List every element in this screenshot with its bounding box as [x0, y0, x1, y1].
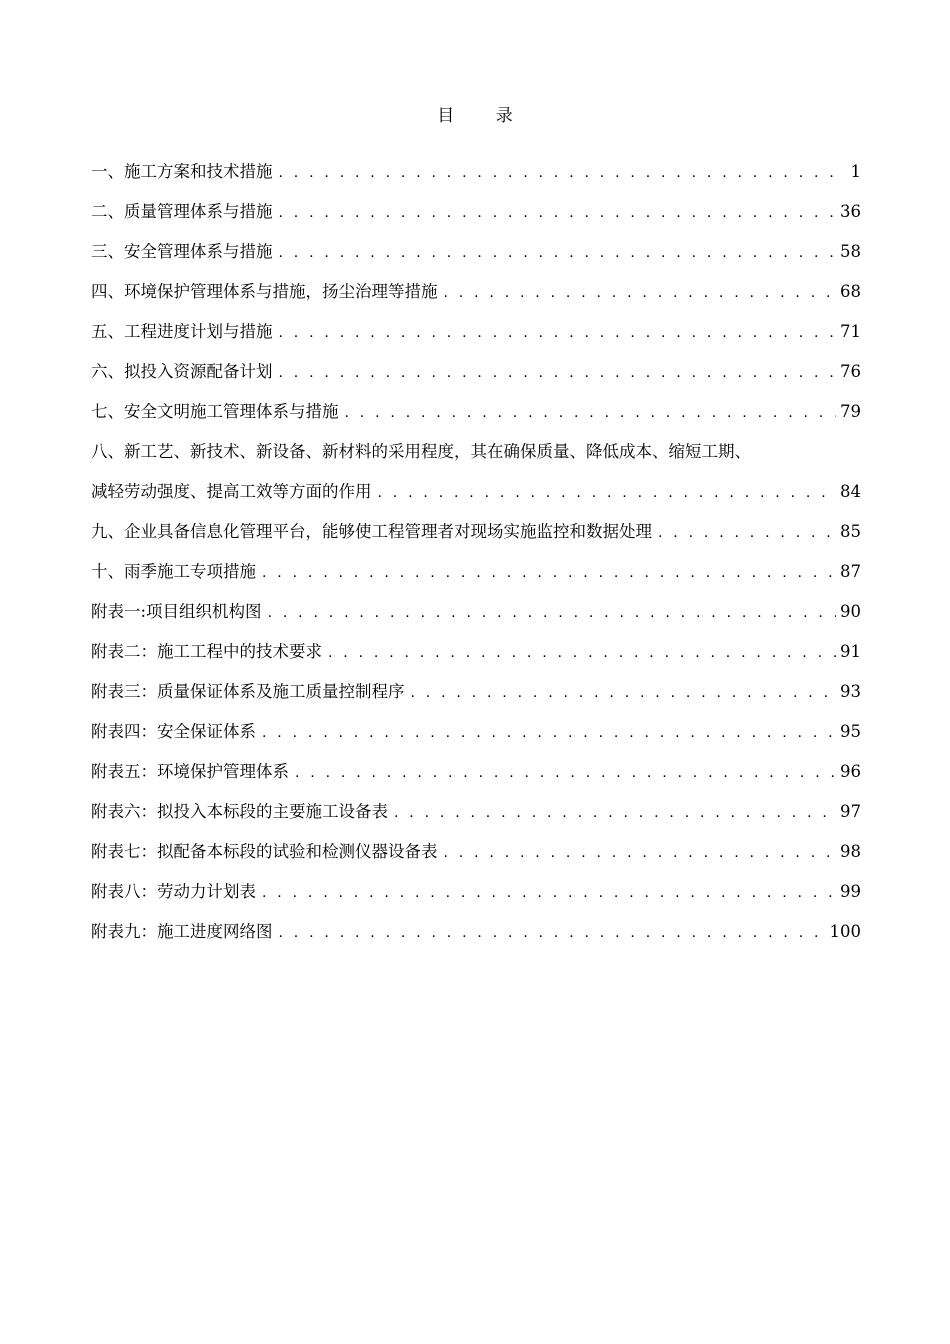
toc-entry-page: 97 — [840, 802, 861, 821]
toc-entry-label: 一、施工方案和技术措施 — [91, 162, 273, 181]
dot-leader — [279, 362, 837, 384]
toc-entry-page: 36 — [840, 202, 861, 221]
toc-entry — [91, 504, 861, 544]
toc-entry-page: 58 — [840, 242, 861, 261]
dot-leader — [378, 482, 837, 504]
dot-leader — [262, 562, 836, 584]
dot-leader — [345, 402, 837, 424]
toc-entry-page: 99 — [840, 882, 861, 901]
toc-entry-label: 附表八：劳动力计划表 — [91, 882, 256, 901]
dot-leader — [295, 762, 836, 784]
toc-entry-label: 二、质量管理体系与措施 — [91, 202, 273, 221]
toc-entry-label: 附表六：拟投入本标段的主要施工设备表 — [91, 802, 388, 821]
toc-entry-page: 87 — [840, 562, 861, 581]
toc-entry — [91, 184, 861, 224]
toc-entry-label: 附表二：施工工程中的技术要求 — [91, 642, 322, 661]
dot-leader — [279, 242, 837, 264]
dot-leader — [328, 642, 836, 664]
toc-entry — [91, 544, 861, 584]
toc-entry-label: 减轻劳动强度、提高工效等方面的作用 — [91, 482, 372, 501]
toc-entry — [91, 824, 861, 864]
toc-entry-first-line — [91, 424, 861, 464]
toc-entry-page: 84 — [840, 482, 861, 501]
dot-leader — [262, 722, 836, 744]
toc-entry — [91, 864, 861, 904]
toc-entry-label: 九、企业具备信息化管理平台，能够使工程管理者对现场实施监控和数据处理 — [91, 522, 652, 541]
dot-leader — [444, 282, 837, 304]
toc-entry-label: 七、安全文明施工管理体系与措施 — [91, 402, 339, 421]
toc-entry-label: 十、雨季施工专项措施 — [91, 562, 256, 581]
toc-entry-label: 附表九：施工进度网络图 — [91, 922, 273, 941]
toc-entry-page: 100 — [829, 922, 861, 941]
toc-entry-page: 68 — [840, 282, 861, 301]
toc-entry-label: 附表三：质量保证体系及施工质量控制程序 — [91, 682, 405, 701]
toc-entry — [91, 704, 861, 744]
toc-entry — [91, 744, 861, 784]
toc-entry-label: 八、新工艺、新技术、新设备、新材料的采用程度，其在确保质量、降低成本、缩短工期、 — [91, 442, 751, 461]
toc-entry-page: 91 — [840, 642, 861, 661]
toc-entry-label: 附表五：环境保护管理体系 — [91, 762, 289, 781]
toc-entry — [91, 224, 861, 264]
toc-entry — [91, 264, 861, 304]
toc-entry — [91, 344, 861, 384]
dot-leader — [411, 682, 837, 704]
toc-entry — [91, 304, 861, 344]
toc-entry-page: 1 — [850, 162, 861, 181]
toc-entry-label: 四、环境保护管理体系与措施，扬尘治理等措施 — [91, 282, 438, 301]
toc-entry — [91, 384, 861, 424]
toc-entry — [91, 584, 861, 624]
toc-entry-page: 95 — [840, 722, 861, 741]
toc-entry-page: 96 — [840, 762, 861, 781]
dot-leader — [262, 882, 836, 904]
toc-entry-label: 附表一:项目组织机构图 — [91, 602, 262, 621]
toc-entry — [91, 464, 861, 504]
toc-entry-page: 85 — [840, 522, 861, 541]
toc-entry-page: 98 — [840, 842, 861, 861]
dot-leader — [279, 162, 840, 184]
dot-leader — [279, 202, 837, 224]
toc-entry-page: 71 — [840, 322, 861, 341]
toc-entry — [91, 664, 861, 704]
dot-leader — [279, 922, 826, 944]
toc-entry-label: 附表七：拟配备本标段的试验和检测仪器设备表 — [91, 842, 438, 861]
toc-entry — [91, 784, 861, 824]
dot-leader — [444, 842, 837, 864]
dot-leader — [279, 322, 837, 344]
dot-leader — [268, 602, 836, 624]
toc-list — [91, 144, 861, 944]
toc-entry-page: 93 — [840, 682, 861, 701]
toc-entry-label: 六、拟投入资源配备计划 — [91, 362, 273, 381]
dot-leader — [658, 522, 836, 544]
toc-entry-page: 76 — [840, 362, 861, 381]
toc-entry — [91, 144, 861, 184]
toc-entry-label: 附表四：安全保证体系 — [91, 722, 256, 741]
toc-entry-page: 90 — [840, 602, 861, 621]
toc-entry — [91, 904, 861, 944]
dot-leader — [394, 802, 836, 824]
toc-entry-label: 五、工程进度计划与措施 — [91, 322, 273, 341]
toc-title: 目 录 — [437, 106, 531, 126]
toc-entry-label: 三、安全管理体系与措施 — [91, 242, 273, 261]
toc-entry — [91, 624, 861, 664]
toc-entry-page: 79 — [840, 402, 861, 421]
